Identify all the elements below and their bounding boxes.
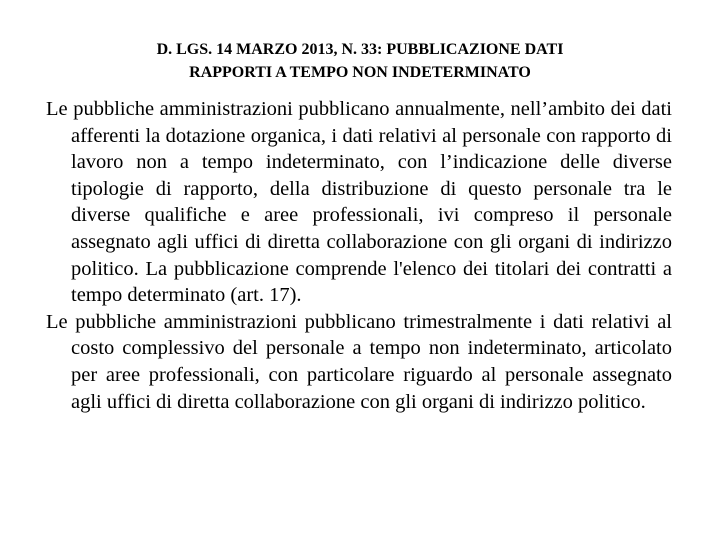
paragraph-quarterly-publication: Le pubbliche amministrazioni pubblicano trimestralmente i dati relativi al costo complessivo del personale a tempo non indeterminato, articolato per aree professionali, con particolare riguardo al personale assegnato agli uffici di diretta collaborazione con gli organi di indirizzo politico.: [46, 310, 672, 413]
slide-body: [46, 96, 672, 415]
title-line-2: RAPPORTI A TEMPO NON INDETERMINATO: [189, 64, 531, 81]
paragraph-annual-publication: Le pubbliche amministrazioni pubblicano annualmente, nell’ambito dei dati afferenti la dotazione organica, i dati relativi al personale con rapporto di lavoro non a tempo indeterminato, con l’indicazione delle diverse tipologie di rapporto, della distribuzione di questo personale tra le diverse qualifiche e aree professionali, ivi compreso il personale assegnato agli uffici di diretta collaborazione con gli organi di indirizzo politico. La pubblicazione comprende l'elenco dei titolari dei contratti a tempo determinato (art. 17).: [46, 98, 672, 307]
title-line-1: D. LGS. 14 MARZO 2013, N. 33: PUBBLICAZIONE DATI: [156, 41, 564, 58]
slide-title: [60, 38, 660, 84]
